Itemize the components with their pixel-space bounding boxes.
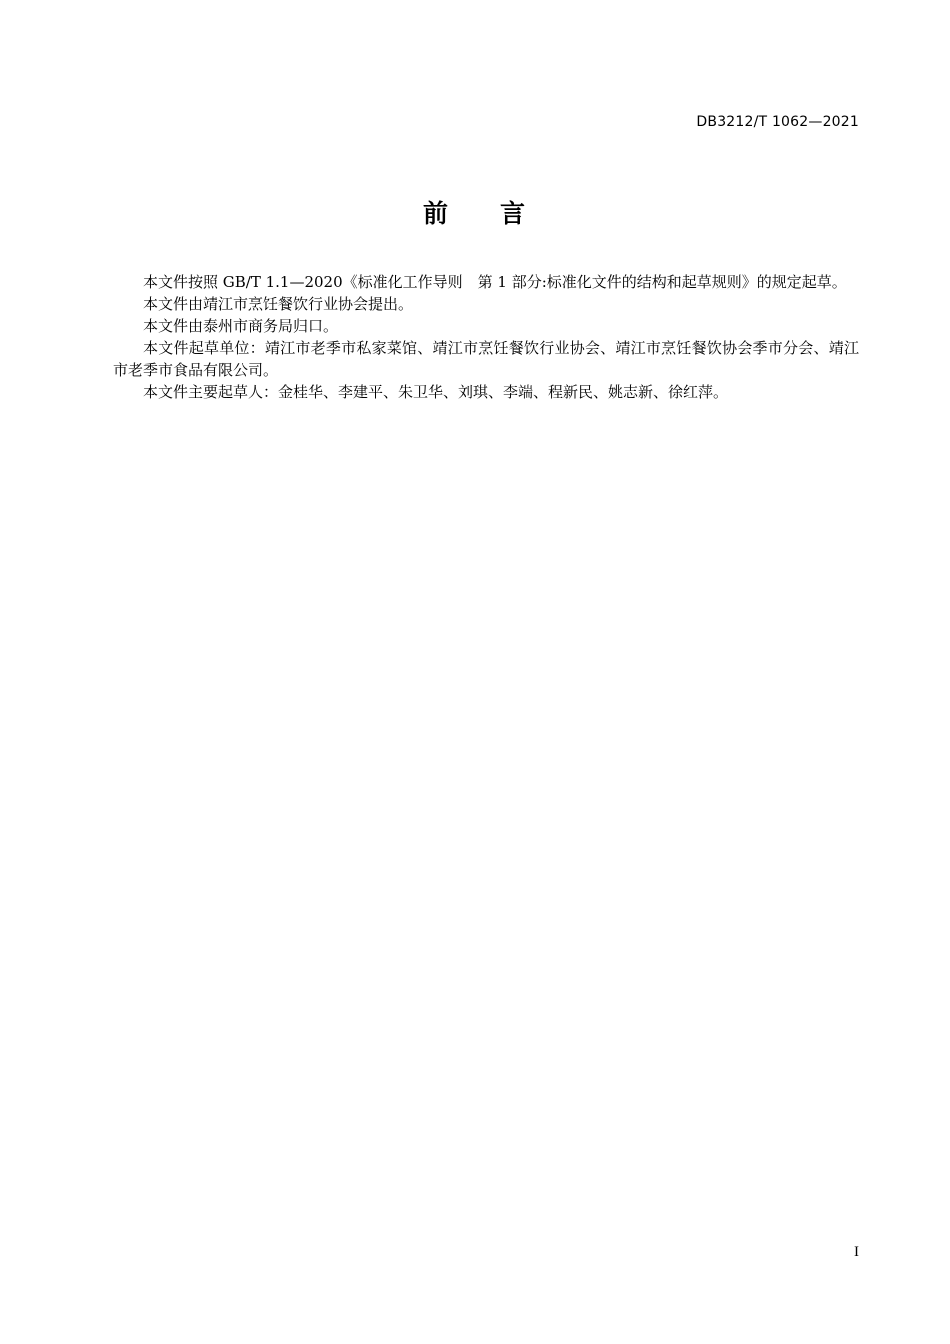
title-char-1: 前 bbox=[422, 199, 450, 228]
foreword-body bbox=[113, 271, 859, 403]
paragraph-administrator: 本文件由泰州市商务局归口。 bbox=[143, 317, 339, 335]
page-title bbox=[0, 194, 950, 230]
paragraph-drafting-basis: 本文件按照 GB/T 1.1—2020《标准化工作导则 第 1 部分:标准化文件的结构和起草规则》的规定起草。 bbox=[143, 273, 847, 291]
paragraph-proposer: 本文件由靖江市烹饪餐饮行业协会提出。 bbox=[143, 295, 414, 313]
page-number: I bbox=[854, 1244, 859, 1260]
title-char-2: 言 bbox=[500, 199, 528, 228]
document-code: DB3212/T 1062—2021 bbox=[696, 114, 859, 130]
paragraph-drafters: 本文件主要起草人：金桂华、李建平、朱卫华、刘琪、李端、程新民、姚志新、徐红萍。 bbox=[143, 383, 729, 401]
paragraph-drafting-units: 本文件起草单位：靖江市老季市私家菜馆、靖江市烹饪餐饮行业协会、靖江市烹饪餐饮协会季市分会、靖江市老季市食品有限公司。 bbox=[113, 339, 859, 379]
